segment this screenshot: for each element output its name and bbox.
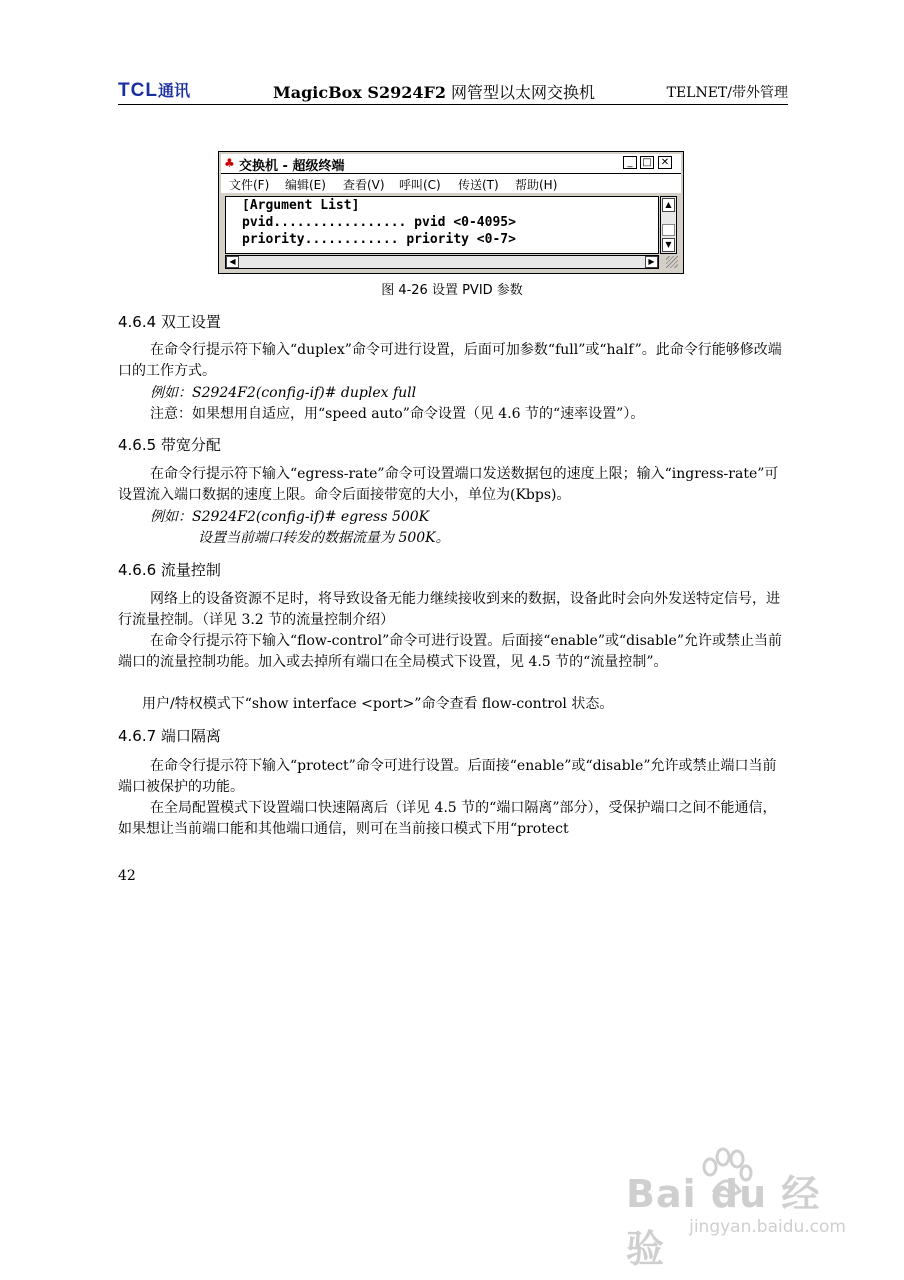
terminal-app-icon: ♣ [224,156,235,170]
example-text: 设置当前端口转发的数据流量为 500K。 [198,530,450,546]
paragraph: 用户/特权模式下“show interface <port>”命令查看 flow-control 状态。 [142,696,614,712]
example-text: 例如：S2924F2(config-if)# egress 500K [150,509,430,525]
scroll-right-icon[interactable]: ▶ [645,256,658,268]
watermark-url: jingyan.baidu.com [689,1217,846,1237]
scroll-left-icon[interactable]: ◀ [226,256,239,268]
section-title: 4.6.6 流量控制 [118,561,221,579]
menu-edit[interactable]: 编辑(E) [285,178,326,192]
window-title: 交换机 - 超级终端 [239,159,345,174]
page-header [118,78,788,105]
scroll-thumb[interactable] [662,224,675,236]
resize-grip-icon[interactable] [666,256,678,268]
terminal-window [218,151,684,274]
terminal-output[interactable] [225,196,659,254]
section-title: 4.6.5 带宽分配 [118,436,221,454]
paragraph: 在命令行提示符下输入“flow-control”命令可进行设置。后面接“enable”或“disable”允许或禁止当前端口的流量控制功能。加入或去掉所有端口在全局模式下设置，见 4.5 节的“流量控制”。 [118,633,783,670]
paragraph: 网络上的设备资源不足时，将导致设备无能力继续接收到来的数据，设备此时会向外发送特定信号，进行流量控制。（详见 3.2 节的流量控制介绍） [118,591,780,628]
page-number: 42 [118,868,136,884]
scroll-down-icon[interactable]: ▼ [662,238,675,252]
terminal-line: priority............ priority <0-7> [242,232,516,247]
paragraph: 在命令行提示符下输入“duplex”命令可进行设置，后面可加参数“full”或“half”。此命令行能够修改端口的工作方式。 [118,342,782,379]
minimize-button[interactable]: _ [623,156,637,169]
menu-bar [221,174,681,193]
horizontal-scrollbar[interactable] [225,255,659,269]
menu-view[interactable]: 查看(V) [343,178,385,192]
paragraph: 在命令行提示符下输入“protect”命令可进行设置。后面接“enable”或“disable”允许或禁止端口当前端口被保护的功能。 [118,758,777,795]
menu-help[interactable]: 帮助(H) [515,178,558,192]
header-section: TELNET/带外管理 [666,85,788,101]
menu-transfer[interactable]: 传送(T) [458,178,499,192]
terminal-line: [Argument List] [242,198,360,213]
terminal-line: pvid................. pvid <0-4095> [242,215,516,230]
scroll-up-icon[interactable]: ▲ [662,198,675,212]
maximize-button[interactable]: □ [640,156,654,169]
header-title: MagicBox S2924F2 网管型以太网交换机 [273,83,596,102]
menu-file[interactable]: 文件(F) [229,178,270,192]
section-title: 4.6.4 双工设置 [118,313,221,331]
watermark-brand: Bai du 经验 [626,1172,821,1271]
paragraph: 在全局配置模式下设置端口快速隔离后（详见 4.5 节的“端口隔离”部分），受保护端口之间不能通信，如果想让当前端口能和其他端口通信，则可在当前接口模式下用“protect [118,800,777,837]
example-text: 例如：S2924F2(config-if)# duplex full [150,385,417,401]
paragraph: 在命令行提示符下输入“egress-rate”命令可设置端口发送数据包的速度上限；输入“ingress-rate”可设置流入端口数据的速度上限。命令后面接带宽的大小，单位为(Kbps)。 [118,466,779,503]
baidu-watermark [626,1145,846,1271]
section-title: 4.6.7 端口隔离 [118,727,221,745]
note-text: 注意：如果想用自适应，用“speed auto”命令设置（见 4.6 节的“速率设置”）。 [150,406,645,422]
menu-call[interactable]: 呼叫(C) [399,178,441,192]
window-titlebar[interactable] [221,154,681,174]
vertical-scrollbar[interactable] [660,196,677,254]
tcl-logo: TCL通讯 [118,80,190,101]
figure-caption: 图 4-26 设置 PVID 参数 [381,283,523,298]
close-button[interactable]: ✕ [658,156,672,169]
